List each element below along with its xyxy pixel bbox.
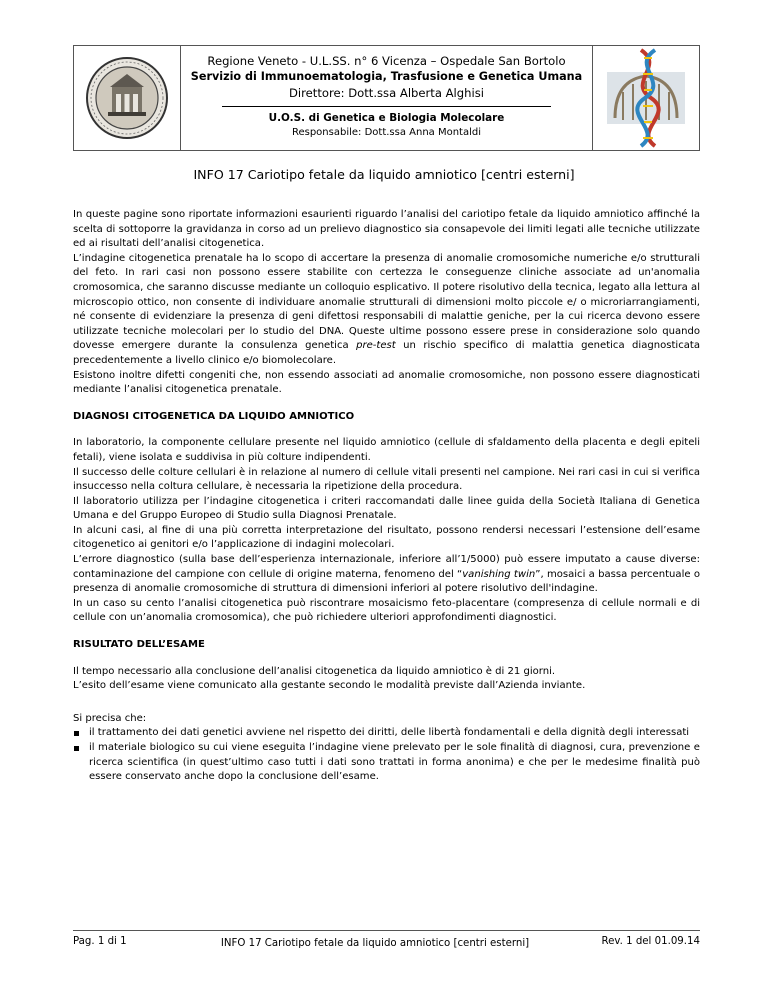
header-divider bbox=[222, 106, 551, 107]
header-left-cell bbox=[74, 46, 181, 150]
risultato-paragraph-2: L’esito dell’esame viene comunicato alla gestante secondo le modalità previste dall’Azienda inviante. bbox=[73, 680, 586, 692]
intro-p2-text-a: L’indagine citogenetica prenatale ha lo scopo di accertare la presenza di anomalie cromosomiche numeriche e/o strutturali del feto. In rari casi non possono essere stabilite con certezza le conseguenze cliniche associate ad un'anomalia cromosomica, che saranno discusse mediante un colloquio esplicativo. Il potere risolutivo della tecnica, legato alla lettura al microscopio ottico, non consente di individuare anomalie strutturali di dimensioni molto piccole e/ o microriarrangiamenti, né consente di evidenziare la presenza di geni difettosi responsabili di malattie geniche, per la cui ricerca devono essere utilizzate tecniche molecolari per lo studio del DNA. Queste ultime possono essere prese in considerazione solo quando dovesse emergere durante la consulenza genetica bbox=[73, 252, 700, 352]
dna-helix-logo-icon bbox=[593, 46, 699, 150]
intro-p2-emphasis: pre-test bbox=[356, 340, 396, 352]
diagnosi-paragraph-3: Il laboratorio utilizza per l’indagine citogenetica i criteri raccomandati dalle linee guida della Società Italiana di Genetica Umana e del Gruppo Europeo di Studio sulla Diagnosi Prenatale. bbox=[73, 495, 700, 522]
intro-p2-text-b: un rischio specifico di malattia genetica diagnosticata precedentemente a livello clinico e/o biomolecolare. bbox=[73, 340, 701, 366]
intro-paragraph-3: Esistono inoltre difetti congeniti che, non essendo associati ad anomalie cromosomiche, non possono essere diagnosticati mediante l’analisi citogenetica prenatale. bbox=[73, 369, 700, 396]
header-right-cell bbox=[592, 46, 699, 150]
header-center bbox=[180, 46, 593, 150]
diagnosi-paragraph-4: In alcuni casi, al fine di una più corretta interpretazione del risultato, possono rendersi necessari l’estensione dell’esame citogenetico ai genitori e/o l’applicazione di indagini molecolari. bbox=[73, 524, 700, 551]
header-director: Direttore: Dott.ssa Alberta Alghisi bbox=[289, 86, 484, 100]
intro-paragraph-2 bbox=[73, 252, 700, 369]
note-text-1: il trattamento dei dati genetici avviene nel rispetto dei diritti, delle libertà fondamentali e della dignità degli interessati bbox=[89, 727, 690, 739]
bullet-icon bbox=[74, 731, 79, 736]
note-text-2: il materiale biologico su cui viene eseguita l’indagine viene prelevato per le sole finalità di diagnosi, cura, prevenzione e ricerca scientifica (in quest’ultimo caso tutti i dati sono trattati in forma anonima) e che per le medesime finalità può essere conservato anche dopo la conclusione dell’esame. bbox=[89, 742, 700, 783]
intro-paragraph-1: In queste pagine sono riportate informazioni esaurienti riguardo l’analisi del cariotipo fetale da liquido amniotico affinché la scelta di sottoporre la gravidanza in corso ad un prelievo diagnostico sia consapevole dei limiti legati alle tecniche utilizzate ed ai risultati dell’analisi citogenetica. bbox=[73, 209, 700, 250]
diagnosi-p5-text-a: L’errore diagnostico (sulla base dell’esperienza internazionale, inferiore all’1/5000) può essere imputato a cause diverse: contaminazione del campione con cellule di origine materna, fenomeno del “ bbox=[73, 554, 700, 580]
list-item bbox=[73, 741, 700, 785]
document-title: INFO 17 Cariotipo fetale da liquido amniotico [centri esterni] bbox=[193, 167, 575, 182]
diagnosi-p5-text-b: ”, mosaici a bassa percentuale o presenza di anomalie cromosomiche di struttura di dimensioni inferiori al potere risolutivo dell'indagine. bbox=[73, 568, 700, 595]
header-unit: U.O.S. di Genetica e Biologia Molecolare bbox=[268, 112, 505, 124]
footer-page-number: Pag. 1 di 1 bbox=[73, 936, 127, 947]
header-region: Regione Veneto - U.L.SS. n° 6 Vicenza – Ospedale San Bortolo bbox=[207, 54, 566, 68]
header-responsible: Responsabile: Dott.ssa Anna Montaldi bbox=[291, 127, 482, 138]
header-service: Servizio di Immunoematologia, Trasfusione e Genetica Umana bbox=[190, 70, 583, 83]
diagnosi-p5-emphasis: vanishing twin bbox=[462, 568, 536, 580]
list-item bbox=[73, 726, 700, 741]
footer-divider bbox=[73, 930, 700, 931]
diagnosi-paragraph-2: Il successo delle colture cellulari è in relazione al numero di cellule vitali presenti nel campione. Nei rari casi in cui si verifica insuccesso nella coltura cellulare, è necessaria la ripetizione della procedura. bbox=[73, 466, 700, 493]
section-heading-risultato: RISULTATO DELL’ESAME bbox=[73, 639, 205, 651]
diagnosi-paragraph-6: In un caso su cento l’analisi citogenetica può riscontrare mosaicismo feto-placentare (compresenza di cellule normali e di cellule con un’anomalia cromosomica), che può richiedere ulteriori approfondimenti diagnostici. bbox=[73, 597, 700, 624]
notes-intro: Si precisa che: bbox=[73, 712, 147, 724]
bullet-icon bbox=[74, 746, 79, 751]
document-body bbox=[73, 208, 700, 785]
footer-document-name: INFO 17 Cariotipo fetale da liquido amniotico [centri esterni] bbox=[220, 938, 530, 949]
risultato-paragraph-1: Il tempo necessario alla conclusione dell’analisi citogenetica da liquido amniotico è di 21 giorni. bbox=[73, 665, 556, 677]
seal-logo-icon bbox=[74, 46, 180, 150]
notes-list bbox=[73, 726, 700, 784]
diagnosi-paragraph-5 bbox=[73, 553, 700, 597]
document-header bbox=[73, 45, 700, 151]
diagnosi-paragraph-1: In laboratorio, la componente cellulare presente nel liquido amniotico (cellule di sfaldamento della placenta e degli epiteli fetali), viene isolata e suddivisa in più colture indipendenti. bbox=[73, 437, 700, 463]
footer-revision: Rev. 1 del 01.09.14 bbox=[601, 936, 700, 947]
section-heading-diagnosi: DIAGNOSI CITOGENETICA DA LIQUIDO AMNIOTICO bbox=[73, 410, 355, 422]
